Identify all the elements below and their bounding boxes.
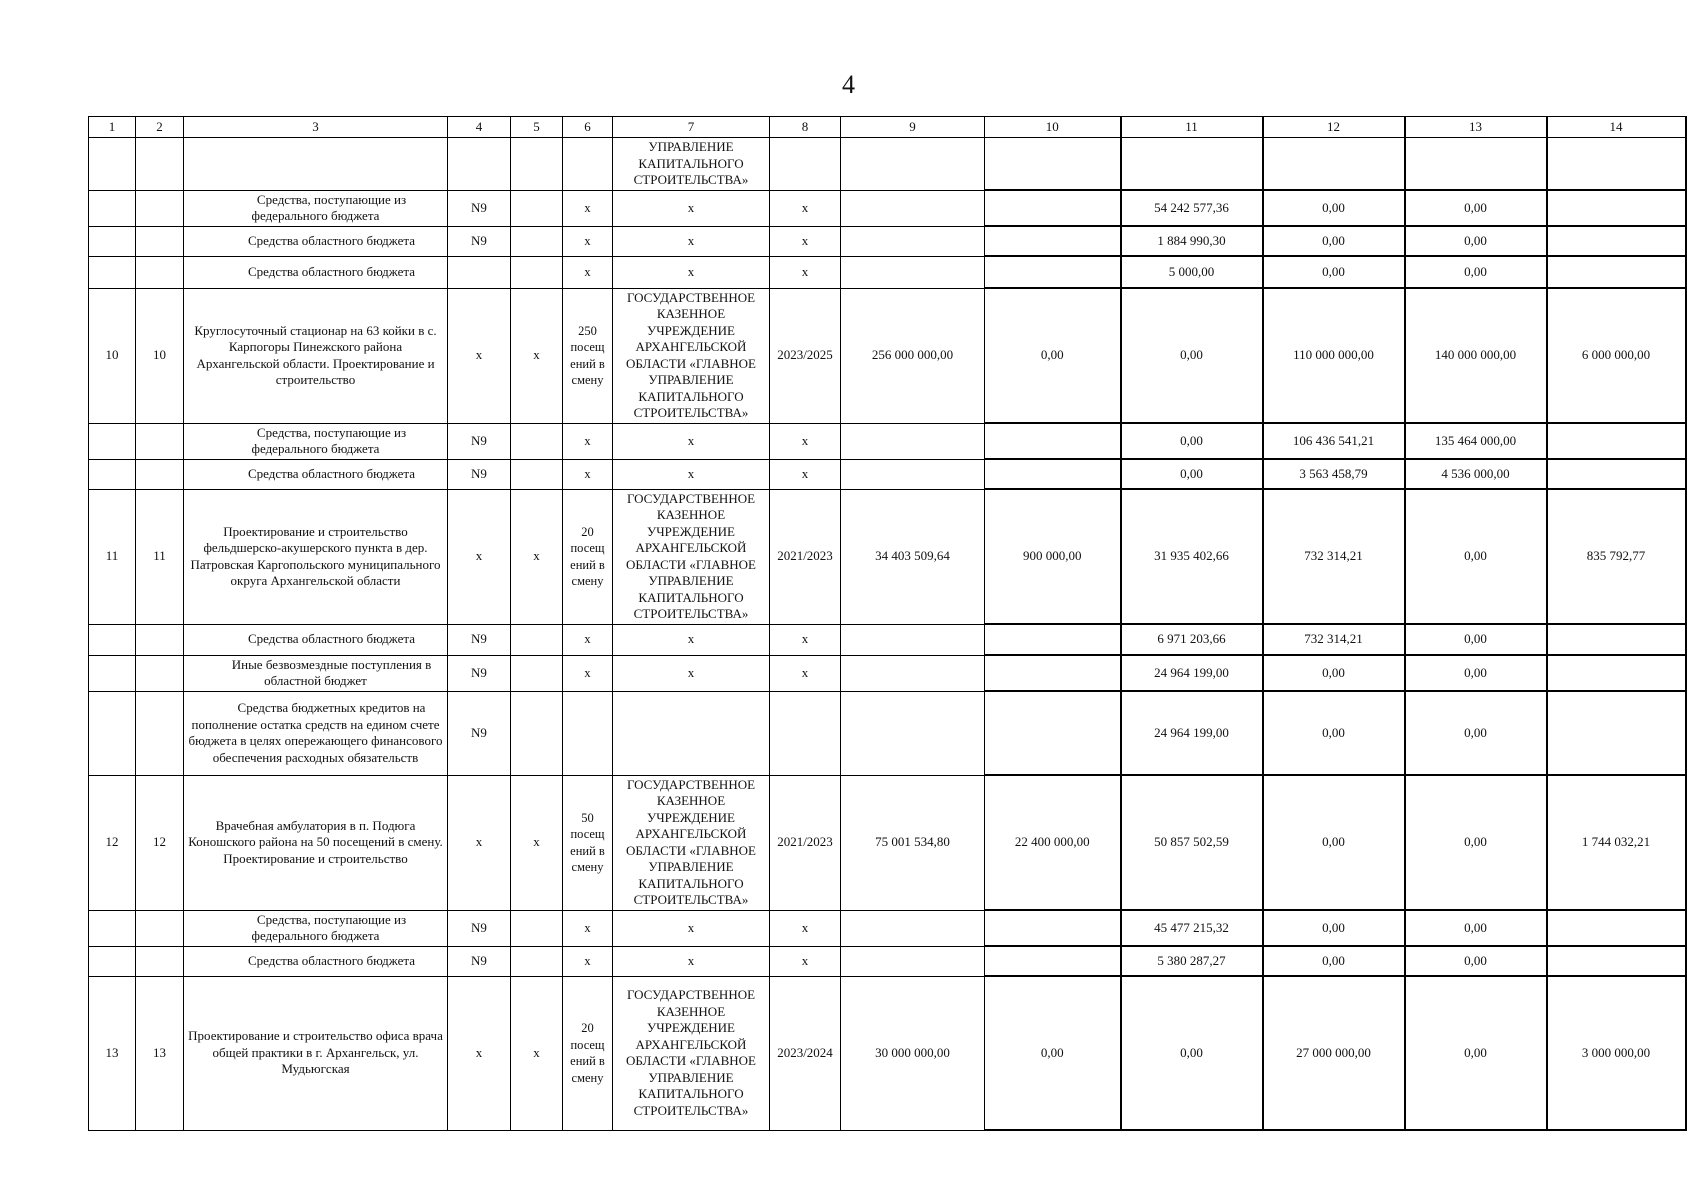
column-header: 5 — [511, 117, 563, 138]
row-number: 13 — [89, 976, 136, 1130]
col14-amount — [1547, 655, 1686, 691]
capacity-cell: x — [563, 910, 613, 946]
customer-cell: x — [613, 655, 770, 691]
col12-amount: 3 563 458,79 — [1263, 459, 1405, 489]
col11-amount: 24 964 199,00 — [1121, 655, 1263, 691]
object-row — [89, 288, 1686, 423]
col12-amount: 0,00 — [1263, 691, 1405, 775]
col5-cell: x — [511, 489, 563, 624]
column-header: 13 — [1405, 117, 1547, 138]
col13-amount: 0,00 — [1405, 489, 1547, 624]
period-cell: x — [770, 946, 841, 976]
funding-row — [89, 459, 1686, 489]
customer-cell: x — [613, 910, 770, 946]
col5-cell — [511, 459, 563, 489]
code-cell — [448, 138, 511, 191]
col13-amount: 0,00 — [1405, 226, 1547, 256]
capacity-cell: x — [563, 190, 613, 226]
object-name — [184, 655, 448, 691]
col5-cell: x — [511, 288, 563, 423]
estimated-cost-cell — [841, 256, 985, 288]
capacity-cell: 20 посещ ений в смену — [563, 489, 613, 624]
period-cell: 2021/2023 — [770, 775, 841, 910]
period-cell: x — [770, 190, 841, 226]
period-cell: x — [770, 624, 841, 655]
object-name — [184, 138, 448, 191]
funding-source-label: Средства бюджетных кредитов на пополнение остатка средств на едином счете бюджета в целях опережающего финансового обеспечения расходных обязательств — [188, 700, 443, 765]
budget-table — [88, 116, 1687, 1131]
capacity-cell — [563, 691, 613, 775]
funding-row — [89, 910, 1686, 946]
col13-amount: 0,00 — [1405, 190, 1547, 226]
col12-amount: 110 000 000,00 — [1263, 288, 1405, 423]
object-number: 11 — [136, 489, 184, 624]
estimated-cost-cell — [841, 138, 985, 191]
col14-amount — [1547, 624, 1686, 655]
col14-amount — [1547, 138, 1686, 191]
customer-cell: ГОСУДАРСТВЕННОЕ КАЗЕННОЕ УЧРЕЖДЕНИЕ АРХАНГЕЛЬСКОЙ ОБЛАСТИ «ГЛАВНОЕ УПРАВЛЕНИЕ КАПИТАЛЬНОГО СТРОИТЕЛЬСТВА» — [613, 775, 770, 910]
code-cell: N9 — [448, 226, 511, 256]
customer-cell: x — [613, 256, 770, 288]
col12-amount: 0,00 — [1263, 226, 1405, 256]
page-number: 4 — [842, 70, 855, 99]
col13-amount: 0,00 — [1405, 910, 1547, 946]
capacity-cell: x — [563, 655, 613, 691]
customer-cell: ГОСУДАРСТВЕННОЕ КАЗЕННОЕ УЧРЕЖДЕНИЕ АРХАНГЕЛЬСКОЙ ОБЛАСТИ «ГЛАВНОЕ УПРАВЛЕНИЕ КАПИТАЛЬНОГО СТРОИТЕЛЬСТВА» — [613, 976, 770, 1130]
object-number: 13 — [136, 976, 184, 1130]
col12-amount: 732 314,21 — [1263, 624, 1405, 655]
estimated-cost-cell — [841, 459, 985, 489]
col10-amount — [985, 190, 1121, 226]
customer-cell — [613, 691, 770, 775]
object-number — [136, 655, 184, 691]
col5-cell: x — [511, 775, 563, 910]
object-number — [136, 423, 184, 459]
col5-cell: x — [511, 976, 563, 1130]
column-header: 2 — [136, 117, 184, 138]
col11-amount: 24 964 199,00 — [1121, 691, 1263, 775]
period-cell: x — [770, 256, 841, 288]
code-cell: N9 — [448, 946, 511, 976]
object-name: Круглосуточный стационар на 63 койки в с. Карпогоры Пинежского района Архангельской области. Проектирование и строительство — [184, 288, 448, 423]
object-name — [184, 624, 448, 655]
code-cell: x — [448, 288, 511, 423]
customer-cell: УПРАВЛЕНИЕ КАПИТАЛЬНОГО СТРОИТЕЛЬСТВА» — [613, 138, 770, 191]
col11-amount: 0,00 — [1121, 288, 1263, 423]
row-number: 12 — [89, 775, 136, 910]
col11-amount — [1121, 138, 1263, 191]
customer-cell: ГОСУДАРСТВЕННОЕ КАЗЕННОЕ УЧРЕЖДЕНИЕ АРХАНГЕЛЬСКОЙ ОБЛАСТИ «ГЛАВНОЕ УПРАВЛЕНИЕ КАПИТАЛЬНОГО СТРОИТЕЛЬСТВА» — [613, 489, 770, 624]
capacity-cell: 250 посещ ений в смену — [563, 288, 613, 423]
col12-amount: 0,00 — [1263, 910, 1405, 946]
object-name: Врачебная амбулатория в п. Подюга Коношского района на 50 посещений в смену. Проектирование и строительство — [184, 775, 448, 910]
col12-amount: 27 000 000,00 — [1263, 976, 1405, 1130]
capacity-cell: x — [563, 423, 613, 459]
object-row — [89, 775, 1686, 910]
col5-cell — [511, 423, 563, 459]
period-cell: x — [770, 423, 841, 459]
row-number — [89, 946, 136, 976]
col11-amount: 1 884 990,30 — [1121, 226, 1263, 256]
estimated-cost-cell — [841, 423, 985, 459]
col14-amount: 3 000 000,00 — [1547, 976, 1686, 1130]
estimated-cost-cell — [841, 910, 985, 946]
capacity-cell: 20 посещ ений в смену — [563, 976, 613, 1130]
object-number: 12 — [136, 775, 184, 910]
funding-row — [89, 190, 1686, 226]
funding-source-label: Средства, поступающие из федерального бюджета — [251, 911, 407, 943]
customer-cell: x — [613, 459, 770, 489]
col14-amount — [1547, 910, 1686, 946]
object-row — [89, 976, 1686, 1130]
customer-cell: x — [613, 624, 770, 655]
col11-amount: 0,00 — [1121, 976, 1263, 1130]
column-header: 1 — [89, 117, 136, 138]
col13-amount: 0,00 — [1405, 655, 1547, 691]
col13-amount: 4 536 000,00 — [1405, 459, 1547, 489]
estimated-cost-cell: 34 403 509,64 — [841, 489, 985, 624]
column-header: 14 — [1547, 117, 1686, 138]
capacity-cell: x — [563, 459, 613, 489]
object-name — [184, 910, 448, 946]
funding-source-label: Средства, поступающие из федерального бюджета — [251, 191, 407, 223]
object-number — [136, 459, 184, 489]
column-header: 8 — [770, 117, 841, 138]
col5-cell — [511, 256, 563, 288]
customer-cell: x — [613, 190, 770, 226]
code-cell: N9 — [448, 190, 511, 226]
col10-amount — [985, 624, 1121, 655]
funding-row — [89, 691, 1686, 775]
col14-amount — [1547, 423, 1686, 459]
object-number — [136, 226, 184, 256]
row-number — [89, 459, 136, 489]
estimated-cost-cell: 30 000 000,00 — [841, 976, 985, 1130]
customer-cell: x — [613, 226, 770, 256]
object-name: Проектирование и строительство офиса врача общей практики в г. Архангельск, ул. Мудьюгская — [184, 976, 448, 1130]
code-cell: N9 — [448, 655, 511, 691]
col5-cell — [511, 138, 563, 191]
col5-cell — [511, 946, 563, 976]
row-number — [89, 138, 136, 191]
col10-amount: 0,00 — [985, 288, 1121, 423]
funding-source-label: Средства областного бюджета — [247, 263, 415, 279]
funding-row — [89, 624, 1686, 655]
row-number — [89, 190, 136, 226]
col12-amount: 0,00 — [1263, 190, 1405, 226]
col14-amount — [1547, 256, 1686, 288]
row-number — [89, 655, 136, 691]
object-number — [136, 624, 184, 655]
object-number — [136, 138, 184, 191]
period-cell: 2023/2024 — [770, 976, 841, 1130]
col10-amount — [985, 691, 1121, 775]
funding-source-label: Средства областного бюджета — [247, 631, 415, 647]
capacity-cell — [563, 138, 613, 191]
col13-amount: 0,00 — [1405, 624, 1547, 655]
col10-amount: 22 400 000,00 — [985, 775, 1121, 910]
col11-amount: 5 000,00 — [1121, 256, 1263, 288]
estimated-cost-cell — [841, 624, 985, 655]
col11-amount: 31 935 402,66 — [1121, 489, 1263, 624]
funding-source-label: Средства областного бюджета — [247, 465, 415, 481]
estimated-cost-cell: 75 001 534,80 — [841, 775, 985, 910]
col11-amount: 50 857 502,59 — [1121, 775, 1263, 910]
object-number — [136, 910, 184, 946]
row-number: 10 — [89, 288, 136, 423]
col5-cell — [511, 190, 563, 226]
customer-cell: x — [613, 423, 770, 459]
col12-amount: 732 314,21 — [1263, 489, 1405, 624]
period-cell: 2023/2025 — [770, 288, 841, 423]
funding-source-label: Средства, поступающие из федерального бюджета — [251, 424, 407, 456]
estimated-cost-cell — [841, 655, 985, 691]
col10-amount: 0,00 — [985, 976, 1121, 1130]
funding-row — [89, 226, 1686, 256]
col13-amount: 0,00 — [1405, 946, 1547, 976]
code-cell — [448, 256, 511, 288]
code-cell: N9 — [448, 691, 511, 775]
object-name — [184, 691, 448, 775]
estimated-cost-cell — [841, 691, 985, 775]
object-number — [136, 190, 184, 226]
col13-amount: 0,00 — [1405, 976, 1547, 1130]
period-cell: 2021/2023 — [770, 489, 841, 624]
capacity-cell: x — [563, 226, 613, 256]
col11-amount: 45 477 215,32 — [1121, 910, 1263, 946]
funding-source-label: Средства областного бюджета — [247, 232, 415, 248]
col14-amount — [1547, 226, 1686, 256]
period-cell: x — [770, 910, 841, 946]
col5-cell — [511, 910, 563, 946]
estimated-cost-cell — [841, 190, 985, 226]
col11-amount: 0,00 — [1121, 459, 1263, 489]
col10-amount — [985, 946, 1121, 976]
object-name — [184, 226, 448, 256]
col13-amount: 0,00 — [1405, 691, 1547, 775]
object-name — [184, 256, 448, 288]
estimated-cost-cell: 256 000 000,00 — [841, 288, 985, 423]
funding-row — [89, 655, 1686, 691]
col10-amount — [985, 226, 1121, 256]
col5-cell — [511, 624, 563, 655]
column-header: 7 — [613, 117, 770, 138]
object-name — [184, 190, 448, 226]
capacity-cell: x — [563, 624, 613, 655]
col10-amount — [985, 256, 1121, 288]
col14-amount: 1 744 032,21 — [1547, 775, 1686, 910]
funding-row — [89, 138, 1686, 191]
estimated-cost-cell — [841, 946, 985, 976]
estimated-cost-cell — [841, 226, 985, 256]
customer-cell: ГОСУДАРСТВЕННОЕ КАЗЕННОЕ УЧРЕЖДЕНИЕ АРХАНГЕЛЬСКОЙ ОБЛАСТИ «ГЛАВНОЕ УПРАВЛЕНИЕ КАПИТАЛЬНОГО СТРОИТЕЛЬСТВА» — [613, 288, 770, 423]
capacity-cell: x — [563, 256, 613, 288]
object-row — [89, 489, 1686, 624]
col14-amount — [1547, 459, 1686, 489]
column-header: 10 — [985, 117, 1121, 138]
object-number — [136, 691, 184, 775]
column-header: 9 — [841, 117, 985, 138]
customer-cell: x — [613, 946, 770, 976]
period-cell: x — [770, 226, 841, 256]
col13-amount — [1405, 138, 1547, 191]
funding-row — [89, 256, 1686, 288]
col10-amount — [985, 459, 1121, 489]
capacity-cell: x — [563, 946, 613, 976]
col5-cell — [511, 655, 563, 691]
column-header: 11 — [1121, 117, 1263, 138]
row-number: 11 — [89, 489, 136, 624]
row-number — [89, 691, 136, 775]
column-header: 4 — [448, 117, 511, 138]
col12-amount — [1263, 138, 1405, 191]
column-header: 6 — [563, 117, 613, 138]
col14-amount: 6 000 000,00 — [1547, 288, 1686, 423]
object-number — [136, 946, 184, 976]
col10-amount — [985, 423, 1121, 459]
col10-amount: 900 000,00 — [985, 489, 1121, 624]
col12-amount: 0,00 — [1263, 655, 1405, 691]
column-header: 12 — [1263, 117, 1405, 138]
code-cell: x — [448, 775, 511, 910]
col14-amount — [1547, 190, 1686, 226]
col13-amount: 135 464 000,00 — [1405, 423, 1547, 459]
period-cell — [770, 138, 841, 191]
column-header: 3 — [184, 117, 448, 138]
col14-amount — [1547, 946, 1686, 976]
col10-amount — [985, 910, 1121, 946]
col13-amount: 140 000 000,00 — [1405, 288, 1547, 423]
col12-amount: 106 436 541,21 — [1263, 423, 1405, 459]
code-cell: N9 — [448, 624, 511, 655]
row-number — [89, 423, 136, 459]
row-number — [89, 226, 136, 256]
col5-cell — [511, 691, 563, 775]
code-cell: N9 — [448, 910, 511, 946]
col13-amount: 0,00 — [1405, 775, 1547, 910]
funding-row — [89, 423, 1686, 459]
column-numbers-row — [89, 117, 1686, 138]
funding-source-label: Иные безвозмездные поступления в областной бюджет — [231, 656, 432, 688]
period-cell: x — [770, 655, 841, 691]
col5-cell — [511, 226, 563, 256]
funding-row — [89, 946, 1686, 976]
period-cell: x — [770, 459, 841, 489]
col11-amount: 6 971 203,66 — [1121, 624, 1263, 655]
col12-amount: 0,00 — [1263, 775, 1405, 910]
capacity-cell: 50 посещ ений в смену — [563, 775, 613, 910]
object-name: Проектирование и строительство фельдшерско-акушерского пункта в дер. Патровская Каргопольского муниципального округа Архангельской области — [184, 489, 448, 624]
row-number — [89, 256, 136, 288]
code-cell: N9 — [448, 423, 511, 459]
row-number — [89, 910, 136, 946]
row-number — [89, 624, 136, 655]
code-cell: x — [448, 976, 511, 1130]
col12-amount: 0,00 — [1263, 256, 1405, 288]
col14-amount: 835 792,77 — [1547, 489, 1686, 624]
object-name — [184, 946, 448, 976]
period-cell — [770, 691, 841, 775]
code-cell: x — [448, 489, 511, 624]
funding-source-label: Средства областного бюджета — [247, 952, 415, 968]
col10-amount — [985, 655, 1121, 691]
object-name — [184, 459, 448, 489]
col13-amount: 0,00 — [1405, 256, 1547, 288]
col11-amount: 0,00 — [1121, 423, 1263, 459]
object-name — [184, 423, 448, 459]
col11-amount: 54 242 577,36 — [1121, 190, 1263, 226]
col14-amount — [1547, 691, 1686, 775]
object-number — [136, 256, 184, 288]
col11-amount: 5 380 287,27 — [1121, 946, 1263, 976]
object-number: 10 — [136, 288, 184, 423]
code-cell: N9 — [448, 459, 511, 489]
col10-amount — [985, 138, 1121, 191]
col12-amount: 0,00 — [1263, 946, 1405, 976]
